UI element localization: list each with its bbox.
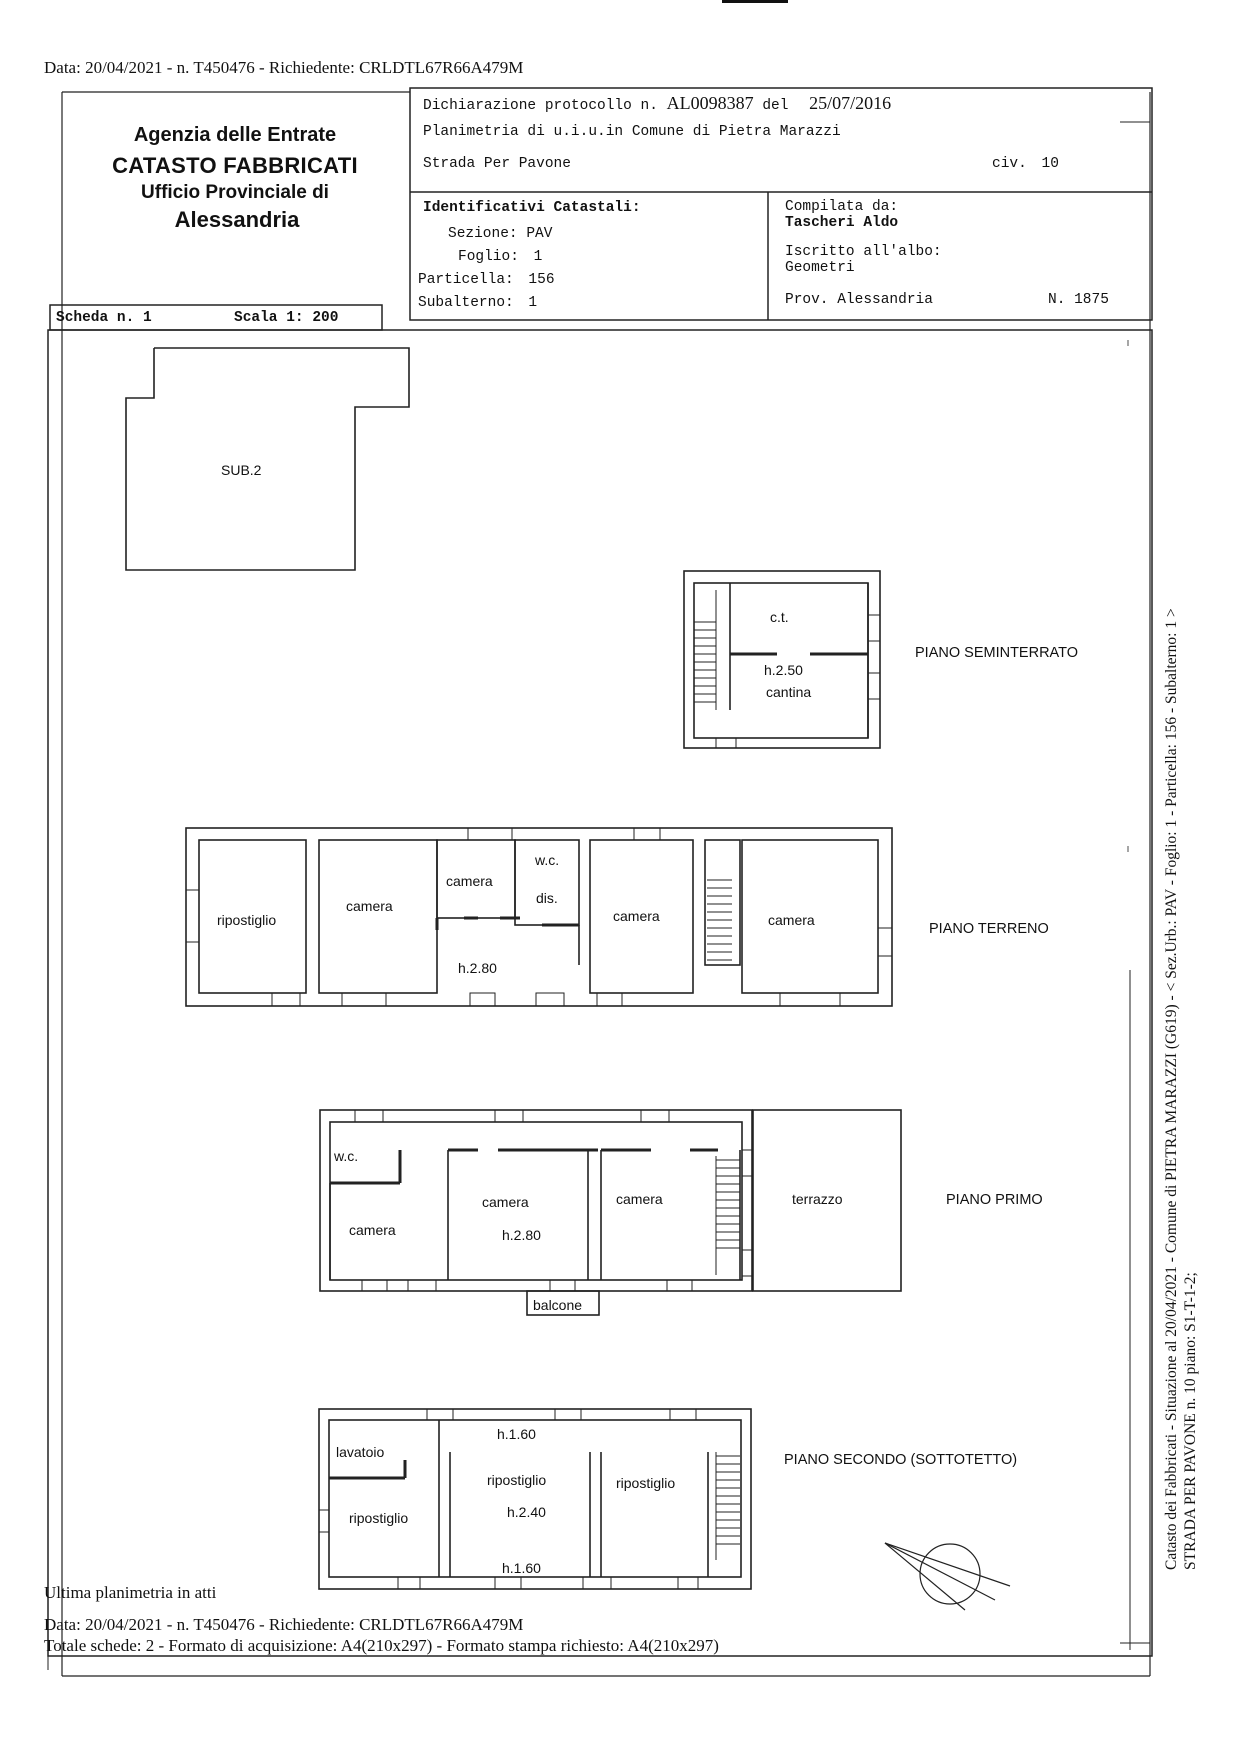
height-secondo-bottom: h.1.60: [502, 1560, 541, 1576]
subalterno-value: 1: [528, 295, 538, 311]
side-address-info: STRADA PER PAVONE n. 10 piano: S1-T-1-2;: [1182, 1272, 1199, 1570]
compass-symbol: [885, 1543, 1010, 1610]
room-dis-terreno: dis.: [536, 890, 558, 906]
height-secondo-top: h.1.60: [497, 1426, 536, 1442]
room-camera-terreno-1: camera: [346, 898, 393, 914]
floor-label-terreno: PIANO TERRENO: [929, 921, 1049, 937]
side-cadastral-info: Catasto dei Fabbricati - Situazione al 20/04/2021 - Comune di PIETRA MARAZZI (G619) - < Sez.Urb.: PAV - Foglio: 1 - Particella: 156 - Subalterno: 1 >: [1163, 608, 1180, 1570]
room-camera-primo-3: camera: [616, 1191, 663, 1207]
room-camera-terreno-2: camera: [446, 873, 493, 889]
particella-label: Particella:: [418, 272, 514, 288]
height-terreno: h.2.80: [458, 960, 497, 976]
room-balcone: balcone: [533, 1297, 583, 1313]
particella-value: 156: [528, 272, 555, 288]
footer-request-line: Data: 20/04/2021 - n. T450476 - Richiedente: CRLDTL67R66A479M: [44, 1615, 524, 1634]
height-seminterrato: h.2.50: [764, 662, 803, 678]
room-camera-primo-1: camera: [349, 1222, 396, 1238]
foglio-value: 1: [533, 249, 543, 265]
civic-label: civ.: [992, 156, 1027, 172]
street-line: Strada Per Pavone: [423, 156, 571, 172]
room-ripostiglio-secondo-2: ripostiglio: [487, 1472, 547, 1488]
sub2-label: SUB.2: [221, 462, 262, 478]
room-ripostiglio-secondo-3: ripostiglio: [616, 1475, 676, 1491]
room-camera-primo-2: camera: [482, 1194, 529, 1210]
agency-province: Alessandria: [174, 207, 300, 232]
sezione-value: PAV: [526, 226, 553, 242]
room-cantina: cantina: [766, 684, 812, 700]
header-request-line: Data: 20/04/2021 - n. T450476 - Richiedente: CRLDTL67R66A479M: [44, 58, 524, 77]
sub2-outline: [126, 348, 409, 570]
civic-number: 10: [1041, 156, 1059, 172]
subalterno-label: Subalterno:: [418, 295, 514, 311]
compiler-province: Prov. Alessandria: [785, 292, 933, 308]
foglio-label: Foglio:: [458, 249, 519, 265]
primo-plan: [320, 1110, 901, 1315]
protocol-label: Dichiarazione protocollo n.: [423, 98, 658, 114]
floor-label-secondo: PIANO SECONDO (SOTTOTETTO): [784, 1452, 1018, 1468]
albo-label: Iscritto all'albo:: [785, 244, 942, 260]
identifiers-title: Identificativi Catastali:: [423, 200, 641, 216]
room-camera-terreno-4: camera: [768, 912, 815, 928]
sezione-label: Sezione:: [448, 226, 518, 242]
height-primo: h.2.80: [502, 1227, 541, 1243]
room-wc-terreno: w.c.: [535, 852, 560, 868]
footer-totals-line: Totale schede: 2 - Formato di acquisizione: A4(210x297) - Formato stampa richiesto: A4(210x297): [44, 1636, 719, 1655]
compiler-number: N. 1875: [1048, 292, 1109, 308]
compiler-name: Tascheri Aldo: [785, 215, 899, 231]
room-lavatoio: lavatoio: [336, 1444, 385, 1460]
room-ripostiglio-terreno: ripostiglio: [217, 912, 277, 928]
protocol-number: AL0098387: [666, 93, 754, 113]
seminterrato-plan: [684, 571, 880, 748]
room-wc-primo: w.c.: [334, 1148, 359, 1164]
agency-name: Agenzia delle Entrate: [133, 124, 337, 146]
room-ripostiglio-secondo-1: ripostiglio: [349, 1510, 409, 1526]
protocol-date: 25/07/2016: [809, 93, 892, 113]
compiler-title: Compilata da:: [785, 199, 899, 215]
protocol-date-label: del: [762, 98, 789, 114]
scheda-scale: Scala 1: 200: [234, 310, 339, 326]
albo-value: Geometri: [785, 260, 855, 276]
footer-last-planimetry: Ultima planimetria in atti: [44, 1583, 217, 1602]
room-camera-terreno-3: camera: [613, 908, 660, 924]
floor-label-primo: PIANO PRIMO: [946, 1192, 1043, 1208]
agency-office: Ufficio Provinciale di: [141, 182, 329, 203]
floor-label-seminterrato: PIANO SEMINTERRATO: [915, 645, 1079, 661]
room-ct: c.t.: [770, 609, 789, 625]
room-terrazzo: terrazzo: [792, 1191, 843, 1207]
scheda-number: Scheda n. 1: [56, 310, 152, 326]
height-secondo-mid: h.2.40: [507, 1504, 546, 1520]
agency-department: CATASTO FABBRICATI: [112, 153, 358, 178]
planimetry-line: Planimetria di u.i.u.in Comune di Pietra Marazzi: [423, 124, 841, 140]
